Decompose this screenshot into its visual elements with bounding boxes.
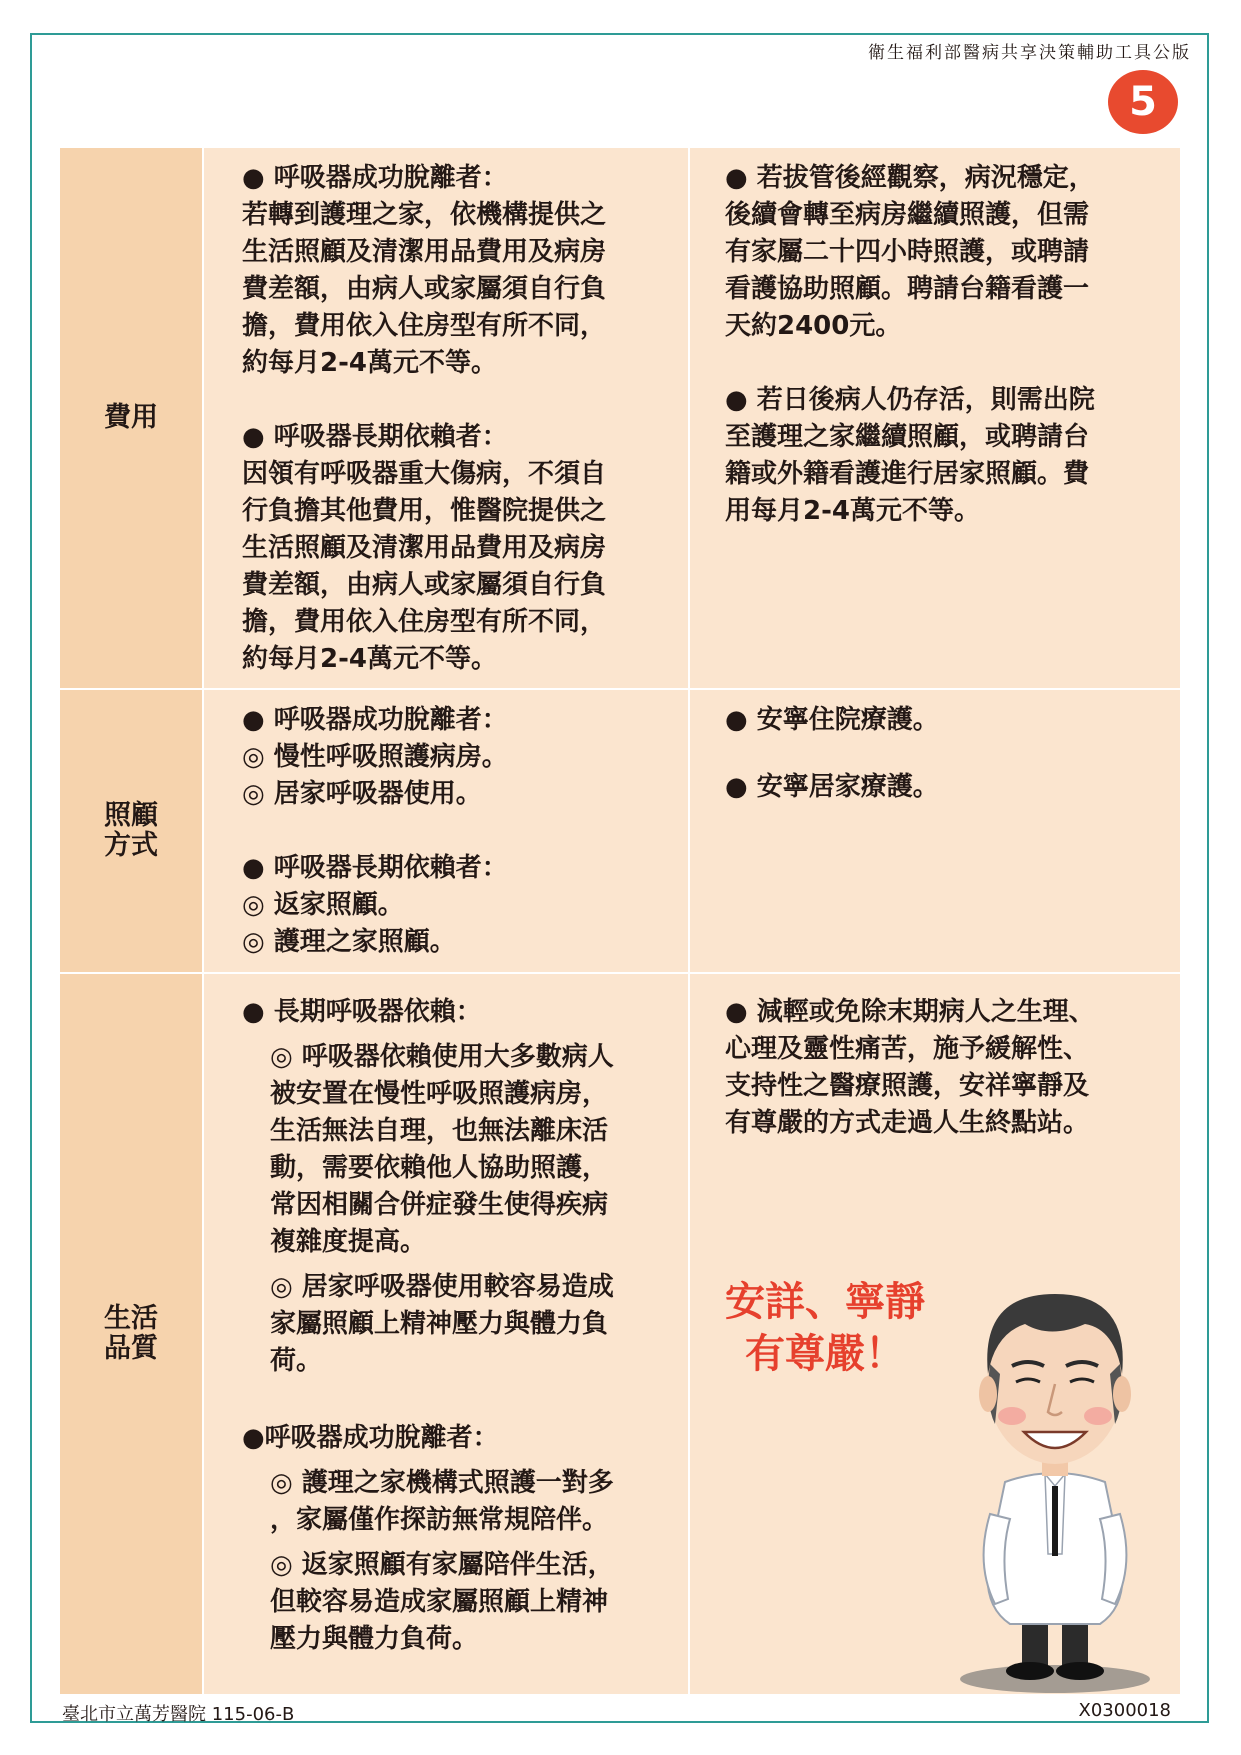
row-label-text: 生活 品質 bbox=[104, 1303, 158, 1364]
row-label-quality-of-life bbox=[60, 974, 204, 1694]
cost-right-block-2: ● 若日後病人仍存活，則需出院 至護理之家繼續照顧，或聘請台 籍或外籍看護進行居家照顧。費 用每月2-4萬元不等。 bbox=[725, 385, 1095, 526]
cost-right-block-1: ● 若拔管後經觀察，病況穩定， 後續會轉至病房繼續照護，但需 有家屬二十四小時照護，或聘請 看護協助照顧。聘請台籍看護一 天約2400元。 bbox=[725, 163, 1095, 341]
doctor-illustration bbox=[950, 1224, 1160, 1694]
footer-document-id: X0300018 bbox=[1078, 1700, 1171, 1721]
cost-right-cell bbox=[690, 148, 1180, 690]
slogan-text: 安詳、寧靜 有尊嚴！ bbox=[725, 1279, 925, 1377]
quality-left-heading-2: ●呼吸器成功脫離者： bbox=[242, 1423, 499, 1453]
care-left-block-2: ● 呼吸器長期依賴者： ◎ 返家照顧。 ◎ 護理之家照顧。 bbox=[242, 853, 508, 957]
row-label-cost bbox=[60, 148, 204, 690]
quality-left-sub-1a: ◎ 呼吸器依賴使用大多數病人 被安置在慢性呼吸照護病房， 生活無法自理，也無法離床活 動，需要依賴他人協助照護， 常因相關合併症發生使得疾病 複雜度提高。 bbox=[270, 1042, 614, 1257]
quality-left-sub-2b: ◎ 返家照顧有家屬陪伴生活， 但較容易造成家屬照顧上精神 壓力與體力負荷。 bbox=[270, 1550, 614, 1654]
care-right-block-1: ● 安寧住院療護。 bbox=[725, 705, 939, 735]
row-label-text: 照顧 方式 bbox=[104, 800, 158, 861]
care-left-cell bbox=[204, 690, 690, 974]
quality-right-cell bbox=[690, 974, 1180, 1694]
quality-left-sub-2a: ◎ 護理之家機構式照護一對多 ，家屬僅作探訪無常規陪伴。 bbox=[270, 1468, 614, 1535]
footer-hospital-code: 臺北市立萬芳醫院 115-06-B bbox=[62, 1704, 295, 1725]
care-left-block-1: ● 呼吸器成功脫離者： ◎ 慢性呼吸照護病房。 ◎ 居家呼吸器使用。 bbox=[242, 705, 508, 809]
document-header: 衛生福利部醫病共享決策輔助工具公版 bbox=[868, 43, 1191, 63]
care-right-cell bbox=[690, 690, 1180, 974]
quality-left-heading-1: ● 長期呼吸器依賴： bbox=[242, 997, 482, 1027]
quality-left-sub-1b: ◎ 居家呼吸器使用較容易造成 家屬照顧上精神壓力與體力負 荷。 bbox=[270, 1272, 614, 1376]
cost-left-block-2: ● 呼吸器長期依賴者： 因領有呼吸器重大傷病，不須自 行負擔其他費用，惟醫院提供之 生活照顧及清潔用品費用及病房 費差額，由病人或家屬須自行負 擔，費用依入住房型有所不同， 約每月2-4萬元不等。 bbox=[242, 422, 607, 674]
row-label-text: 費用 bbox=[104, 402, 158, 433]
quality-right-text: ● 減輕或免除末期病人之生理、 心理及靈性痛苦，施予緩解性、 支持性之醫療照護，安祥寧靜及 有尊嚴的方式走過人生終點站。 bbox=[725, 997, 1095, 1138]
page-number-badge: 5 bbox=[1108, 70, 1178, 134]
cost-left-block-1: ● 呼吸器成功脫離者： 若轉到護理之家，依機構提供之 生活照顧及清潔用品費用及病房 費差額，由病人或家屬須自行負 擔，費用依入住房型有所不同， 約每月2-4萬元不等。 bbox=[242, 163, 607, 378]
comparison-table bbox=[60, 148, 1180, 1694]
quality-left-cell bbox=[204, 974, 690, 1694]
cost-left-cell bbox=[204, 148, 690, 690]
care-right-block-2: ● 安寧居家療護。 bbox=[725, 772, 939, 802]
row-label-care-method bbox=[60, 690, 204, 974]
